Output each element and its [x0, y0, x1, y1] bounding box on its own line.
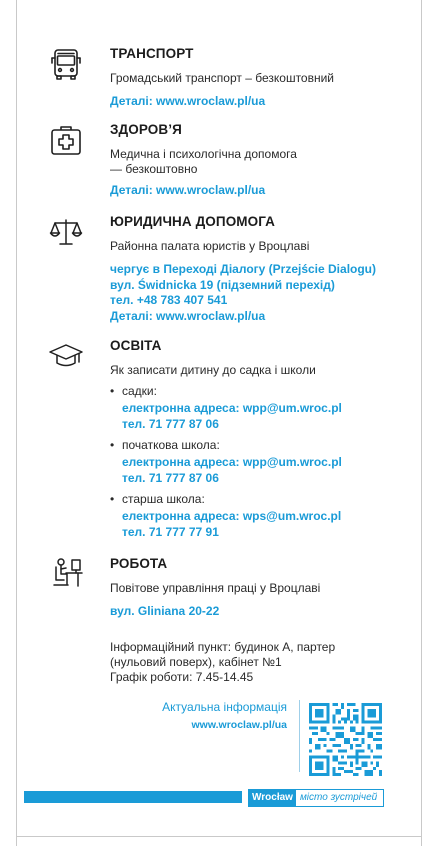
divider: [299, 700, 300, 772]
education-list: [110, 384, 390, 540]
list-item: [110, 438, 390, 486]
qr-code-icon: [309, 703, 382, 776]
section-work: [50, 556, 390, 685]
bullet-label: • садки:: [110, 384, 390, 399]
section-legal: [50, 214, 390, 324]
work-hours: Графік роботи: 7.45-14.45: [110, 669, 254, 684]
legal-text: Районна палата юристів у Вроцлаві: [110, 239, 310, 253]
bullet-phone[interactable]: тел. 71 777 87 06: [122, 470, 219, 485]
legal-details-link[interactable]: Деталі: www.wroclaw.pl/ua: [110, 308, 266, 323]
section-health: [50, 122, 390, 199]
work-address: вул. Gliniana 20-22: [110, 604, 220, 618]
transport-title: ТРАНСПОРТ: [110, 46, 194, 61]
work-text: Повітове управління праці у Вроцлаві: [110, 581, 321, 595]
wroclaw-logo: [248, 789, 384, 807]
logo-word: Wrocław: [249, 790, 296, 806]
page-edge-bottom: [16, 836, 422, 837]
legal-phone[interactable]: тел. +48 783 407 541: [110, 293, 228, 307]
bullet-phone[interactable]: тел. 71 777 87 06: [122, 416, 219, 431]
page-edge-right: [421, 0, 422, 846]
page-edge-left: [16, 0, 17, 846]
bus-icon: [48, 46, 84, 82]
first-aid-kit-icon: [48, 122, 84, 158]
health-details-link[interactable]: Деталі: www.wroclaw.pl/ua: [110, 183, 266, 197]
graduation-cap-icon: [48, 338, 84, 374]
office-worker-icon: [48, 556, 84, 592]
transport-details-link[interactable]: Деталі: www.wroclaw.pl/ua: [110, 94, 266, 108]
bullet-email[interactable]: електронна адреса: wpp@um.wroc.pl: [122, 455, 342, 469]
current-info-link[interactable]: www.wroclaw.pl/ua: [191, 719, 287, 731]
health-text-2: — безкоштовно: [110, 162, 198, 176]
work-title: РОБОТА: [110, 556, 168, 571]
work-info-2: (нульовий поверх), кабінет №1: [110, 654, 282, 669]
bullet-label: • початкова школа:: [110, 438, 390, 453]
legal-title: ЮРИДИЧНА ДОПОМОГА: [110, 214, 276, 229]
section-transport: [50, 46, 390, 110]
bullet-label: • старша школа:: [110, 492, 390, 507]
current-info-block: [162, 700, 287, 731]
list-item: [110, 384, 390, 432]
transport-text: Громадський транспорт – безкоштовний: [110, 71, 335, 85]
health-text-1: Медична і психологічна допомога: [110, 147, 297, 161]
bullet-email[interactable]: електронна адреса: wpp@um.wroc.pl: [122, 401, 342, 415]
education-text: Як записати дитину до садка і школи: [110, 363, 316, 377]
footer-bar: [24, 791, 242, 803]
bullet-email[interactable]: електронна адреса: wps@um.wroc.pl: [122, 509, 342, 523]
legal-address: вул. Świdnicka 19 (підземний перехід): [110, 277, 335, 292]
list-item: [110, 492, 390, 540]
education-title: ОСВІТА: [110, 338, 162, 353]
health-title: ЗДОРОВ’Я: [110, 122, 182, 137]
scales-icon: [48, 214, 84, 250]
logo-slogan: місто зустрічей: [299, 792, 378, 803]
current-info-title: Актуальна інформація: [162, 700, 287, 714]
section-education: [50, 338, 390, 540]
bullet-phone[interactable]: тел. 71 777 77 91: [122, 524, 219, 539]
legal-location: чергує в Переході Діалогу (Przejście Dialogu): [110, 262, 377, 276]
work-info-1: Інформаційний пункт: будинок А, партер: [110, 639, 336, 654]
